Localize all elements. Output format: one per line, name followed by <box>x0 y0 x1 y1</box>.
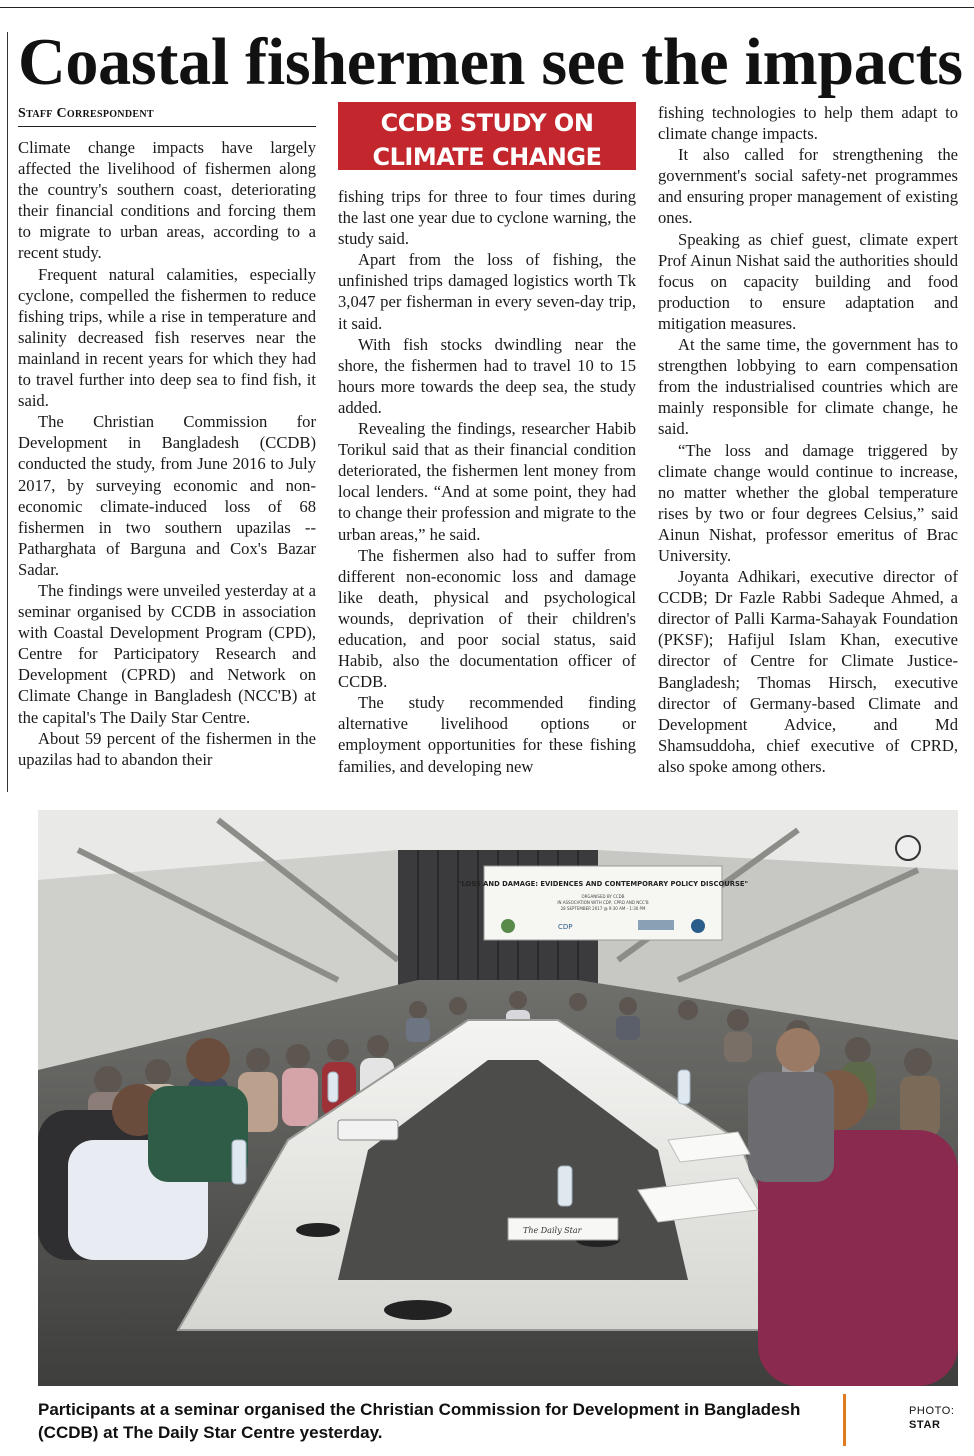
banner-logo-icon <box>638 920 674 930</box>
clock-icon <box>896 836 920 860</box>
paragraph: Climate change impacts have largely affected the livelihood of fishermen along the country's southern coast, deteriorating their financial conditions and forcing them to migrate to urban areas, according to a recent study. <box>18 138 316 263</box>
photo-credit <box>909 1404 969 1432</box>
paragraph: Revealing the findings, researcher Habib Torikul said that as their financial condition deteriorated, the fishermen lent money from local lenders. “And at some point, they had to change their profession and migrate to the urban areas,” he said. <box>338 419 636 544</box>
photo-caption: Participants at a seminar organised the Christian Commission for Development in Bangladesh (CCDB) at The Daily Star Centre yesterday. <box>38 1400 801 1442</box>
kicker-box <box>338 102 636 170</box>
paragraph: Joyanta Adhikari, executive director of CCDB; Dr Fazle Rabbi Sadeque Ahmed, a director of Palli Karma-Sahayak Foundation (PKSF); Hafijul Islam Khan, executive director of Centre for Climate Justice-Bangladesh; Thomas Hirsch, executive director of Germany-based Climate and Development Advice, and Md Shamsuddoha, chief executive of CPRD, also spoke among others. <box>658 567 958 776</box>
seminar-photo <box>38 810 958 1386</box>
banner-logo-icon <box>501 919 515 933</box>
paragraph: Apart from the loss of fishing, the unfinished trips damaged logistics worth Tk 3,047 per fisherman in every seven-day trip, it said. <box>338 250 636 333</box>
paragraph: The study recommended finding alternative livelihood options or employment opportunities for these fishing families, and developing new <box>338 693 636 776</box>
side-rule <box>7 32 8 792</box>
photo-credit-name <box>909 1418 969 1432</box>
article-column-2 <box>338 102 636 777</box>
paragraph: The findings were unveiled yesterday at a seminar organised by CCDB in association with Coastal Development Program (CPD), Centre for Participatory Research and Development (CPRD) and Network on Climate Change in Bangladesh (NCC'B) at the capital's The Daily Star Centre. <box>18 580 316 727</box>
headline: Coastal fishermen see the impacts <box>18 25 963 99</box>
paragraph: It also called for strengthening the government's social safety-net programmes and ensuring proper management of existing ones. <box>658 145 958 228</box>
banner-logo-icon <box>691 919 705 933</box>
banner-subtitle: 28 SEPTEMBER 2017 @ 9:30 AM - 1:30 PM <box>560 906 646 911</box>
paragraph: At the same time, the government has to strengthen lobbying to earn compensation from the industrialised countries which are mainly responsible for climate change, he said. <box>658 335 958 439</box>
article-column-1 <box>18 102 316 770</box>
paragraph: About 59 percent of the fishermen in the upazilas had to abandon their <box>18 728 316 769</box>
article-column-3 <box>658 102 958 777</box>
caption-divider <box>843 1394 846 1446</box>
photo-credit-label: PHOTO: <box>909 1405 955 1417</box>
banner-logo-text: CDP <box>558 923 573 931</box>
paragraph: fishing trips for three to four times during the last one year due to cyclone warning, the study said. <box>338 187 636 249</box>
paragraph: Speaking as chief guest, climate expert Prof Ainun Nishat said the authorities should focus on capacity building and food production to ensure adaptation and mitigation measures. <box>658 229 958 333</box>
top-rule <box>0 7 974 8</box>
kicker-line: CLIMATE CHANGE <box>372 143 602 171</box>
paragraph: fishing technologies to help them adapt to climate change impacts. <box>658 103 958 144</box>
paragraph: With fish stocks dwindling near the shore, the fishermen had to travel 10 to 15 hours more towards the deep sea, the study added. <box>338 334 636 417</box>
paragraph: The Christian Commission for Development in Bangladesh (CCDB) conducted the study, from June 2016 to July 2017, by surveying economic and non-economic climate-induced loss of 68 fishermen in two southern upazilas -- Patharghata of Barguna and Cox's Bazar Sadar. <box>18 412 316 579</box>
banner-subtitle: IN ASSOCIATION WITH CDP, CPRD AND NCC'B <box>557 900 649 905</box>
paragraph: The fishermen also had to suffer from different non-economic loss and damage like death, physical and psychological wounds, deprivation of their children's education, and poor social status, said Habib, also the documentation officer of CCDB. <box>338 545 636 692</box>
banner-subtitle: ORGANISED BY CCDB <box>581 894 625 899</box>
photo-credit-source: STAR <box>909 1419 941 1431</box>
kicker-line: CCDB STUDY ON <box>380 109 594 137</box>
banner-title: "LOSS AND DAMAGE: EVIDENCES AND CONTEMPORARY POLICY DISCOURSE" <box>457 880 749 888</box>
byline: Staff Correspondent <box>18 102 316 127</box>
paragraph: “The loss and damage triggered by climate change would continue to increase, no matter whether the global temperature rises by two or four degrees Celsius,” said Ainun Nishat, professor emeritus of Brac University. <box>658 440 958 565</box>
paragraph: Frequent natural calamities, especially cyclone, compelled the fishermen to reduce fishing trips, while a rise in temperature and salinity decreased fish reserves near the mainland in recent years for which they had to travel further into deep sea to find fish, it said. <box>18 264 316 411</box>
nameplate-text: The Daily Star <box>523 1226 582 1235</box>
